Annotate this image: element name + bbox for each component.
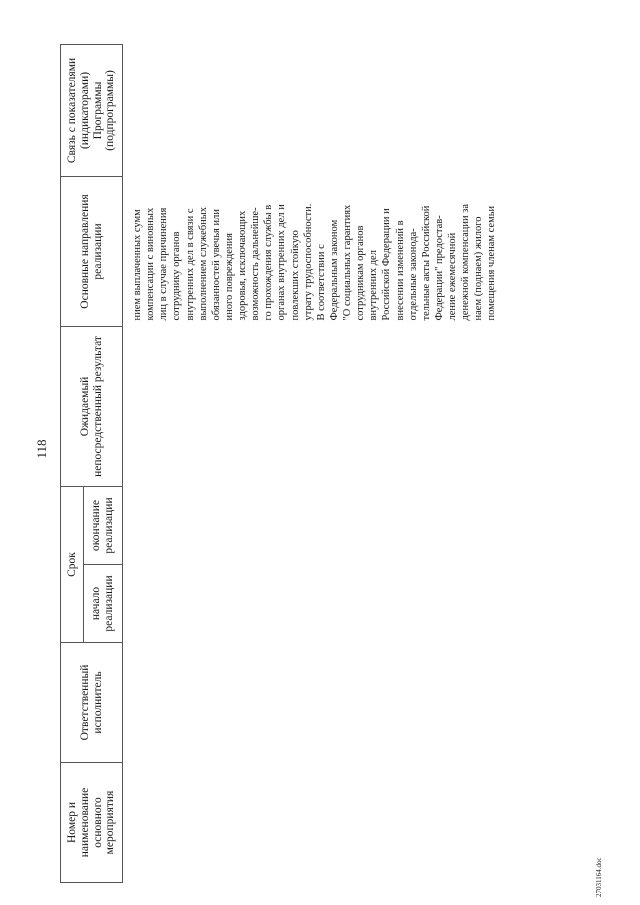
directions-line: выполнением служебных xyxy=(197,206,209,321)
directions-line: внутренних дел xyxy=(368,250,380,321)
directions-line: В соответствии с xyxy=(315,244,327,321)
directions-text xyxy=(131,179,499,320)
directions-line: компенсации с виновных xyxy=(145,207,157,321)
directions-line: нием выплаченных сумм xyxy=(132,209,143,321)
document-id: 27031164.doc xyxy=(595,857,603,897)
measures-table xyxy=(60,44,553,883)
directions-line: здоровья, исключающих xyxy=(237,210,248,321)
directions-line: органах внутренних дел и xyxy=(276,204,288,321)
directions-line: наем (поднаем) жилого xyxy=(473,216,485,321)
page-number: 118 xyxy=(34,439,49,459)
directions-line: возможность дальнейше- xyxy=(250,207,262,321)
cell-number-and-name xyxy=(123,763,554,883)
directions-line: сотрудникам органов xyxy=(355,225,367,321)
cell-link-to-indicators xyxy=(123,44,554,176)
cell-expected-result xyxy=(123,326,554,486)
directions-line: Федеральным законом xyxy=(328,219,340,321)
header-number-and-name: Номер и наименование основного мероприятия xyxy=(61,763,123,883)
directions-line: Федерации" предостав- xyxy=(433,215,445,321)
header-responsible: Ответственный исполнитель xyxy=(61,643,123,763)
directions-line: иного повреждения xyxy=(223,233,235,321)
directions-line: тельные акты Российской xyxy=(420,205,432,321)
directions-line: денежной компенсации за xyxy=(460,203,472,321)
directions-line: сотруднику органов xyxy=(171,231,183,321)
directions-line: внутренних дел в связи с xyxy=(184,208,196,321)
header-term-end: окончание реализации xyxy=(84,486,123,564)
cell-main-directions xyxy=(123,176,554,326)
cell-responsible xyxy=(123,643,554,763)
cell-term-start xyxy=(123,565,554,643)
directions-line: помещения членам семьи xyxy=(486,205,498,321)
directions-line: внесении изменений в xyxy=(394,220,406,321)
directions-line: го прохождения службы в xyxy=(263,204,275,321)
directions-line: "О социальных гарантиях xyxy=(342,204,353,321)
directions-line: утрату трудоспособности. xyxy=(302,203,314,321)
cell-term-end xyxy=(123,486,554,564)
header-main-directions: Основные направления реализации xyxy=(61,176,123,326)
header-term: Срок xyxy=(61,486,84,642)
directions-line: ление ежемесячной xyxy=(447,232,458,321)
header-link-to-indicators: Связь с показателями (индикаторами) Программы (подпрограммы) xyxy=(61,44,123,176)
directions-line: Российской Федерации и xyxy=(381,208,393,321)
directions-line: повлекших стойкую xyxy=(289,230,301,321)
header-term-start: начало реализации xyxy=(84,565,123,643)
header-expected-result: Ожидаемый непосредственный результат xyxy=(61,326,123,486)
directions-line: обязанностей увечья или xyxy=(210,209,222,321)
directions-line: отдельные законода- xyxy=(407,228,419,321)
directions-line: лиц в случае причинения xyxy=(158,207,170,321)
